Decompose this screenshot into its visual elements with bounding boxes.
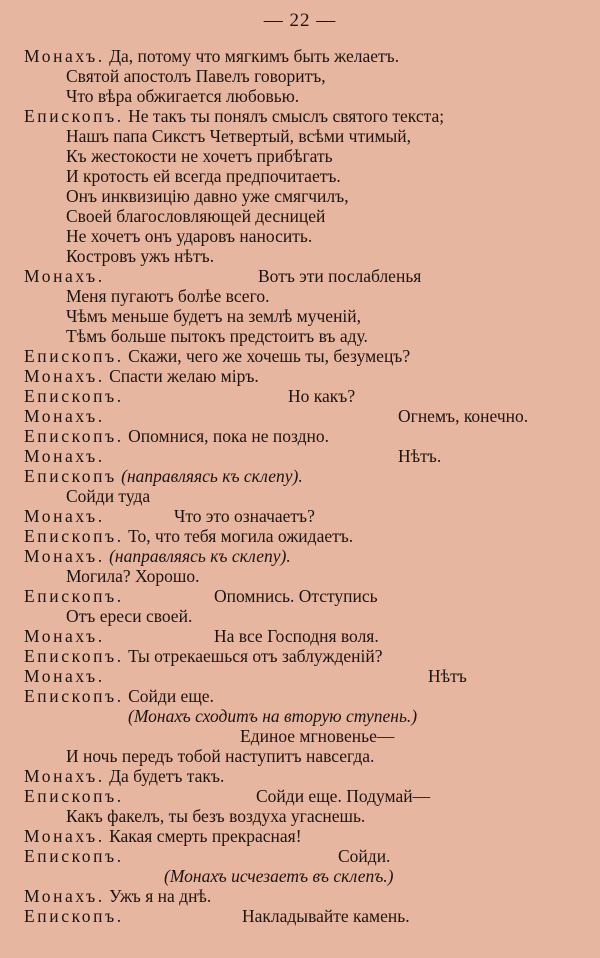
verse-line	[24, 366, 259, 386]
verse-line: И кротость ей всегда предпочитаетъ.	[66, 166, 341, 186]
verse-line: Чѣмъ меньше будетъ на землѣ мученій,	[66, 306, 362, 326]
speaker-name: Монахъ.	[24, 626, 105, 646]
verse-line: Могила? Хорошо.	[66, 566, 200, 586]
verse-line: Тѣмъ больше пытокъ предстоитъ въ аду.	[66, 326, 368, 346]
verse-line	[24, 686, 214, 706]
line-text: То, что тебя могила ожидаетъ.	[128, 526, 354, 546]
verse-line: Сойди туда	[66, 486, 151, 506]
verse-line: Къ жестокости не хочетъ прибѣгать	[66, 146, 333, 166]
speaker-name: Епископъ.	[24, 426, 124, 446]
line-text: Ужъ я на днѣ.	[109, 886, 212, 906]
speaker-name: Монахъ.	[24, 546, 105, 566]
verse-line	[24, 346, 410, 366]
speaker-name: Епископъ.	[24, 346, 124, 366]
line-text: Какая смерть прекрасная!	[109, 826, 302, 846]
verse-line: Не хочетъ онъ ударовъ наносить.	[66, 226, 313, 246]
verse-line	[24, 826, 302, 846]
line-text: Ты отрекаешься отъ заблужденій?	[128, 646, 383, 666]
verse-line: Что это означаетъ?	[174, 506, 315, 526]
line-text: Да будетъ такъ.	[109, 766, 225, 786]
line-text: Да, потому что мягкимъ быть желаетъ.	[109, 46, 400, 66]
speaker-name: Монахъ.	[24, 666, 105, 686]
verse-line: И ночь передъ тобой наступитъ навсегда.	[66, 746, 375, 766]
verse-line	[24, 526, 353, 546]
verse-line: Нѣтъ	[428, 666, 467, 686]
verse-line: Но какъ?	[288, 386, 356, 406]
verse-line: Огнемъ, конечно.	[398, 406, 529, 426]
speaker-name: Епископъ.	[24, 906, 124, 926]
stage-direction: (направляясь къ склепу).	[121, 466, 303, 486]
speaker-name: Монахъ.	[24, 366, 105, 386]
verse-line: Единое мгновенье—	[240, 726, 395, 746]
verse-line: Нашъ папа Сикстъ Четвертый, всѣми чтимый,	[66, 126, 412, 146]
verse-line: Накладывайте камень.	[242, 906, 410, 926]
speaker-name: Епископъ.	[24, 786, 124, 806]
stage-direction: (направляясь къ склепу).	[109, 546, 291, 566]
speaker-name: Епископъ.	[24, 846, 124, 866]
speaker-name: Епископъ.	[24, 646, 124, 666]
verse-line	[24, 466, 303, 486]
verse-line	[24, 886, 211, 906]
verse-line: Опомнись. Отступись	[214, 586, 378, 606]
speaker-name: Монахъ.	[24, 46, 105, 66]
line-text: Не такъ ты понялъ смыслъ святого текста;	[128, 106, 445, 126]
stage-direction: (Монахъ исчезаетъ въ склепъ.)	[164, 866, 394, 886]
verse-line: Сойди еще. Подумай—	[256, 786, 431, 806]
verse-line: Сойди.	[338, 846, 391, 866]
verse-line	[24, 766, 224, 786]
speaker-name: Монахъ.	[24, 886, 105, 906]
speaker-name: Монахъ.	[24, 826, 105, 846]
verse-line: Нѣтъ.	[398, 446, 442, 466]
stage-direction: (Монахъ сходитъ на вторую ступень.)	[128, 706, 418, 726]
verse-line: Отъ ереси своей.	[66, 606, 193, 626]
verse-line: Онъ инквизицію давно уже смягчилъ,	[66, 186, 349, 206]
speaker-name: Епископъ.	[24, 526, 124, 546]
verse-line: Какъ факелъ, ты безъ воздуха угаснешь.	[66, 806, 366, 826]
page-number: — 22 —	[263, 10, 337, 31]
verse-line: Своей благословляющей десницей	[66, 206, 326, 226]
line-text: Опомнися, пока не поздно.	[128, 426, 330, 446]
speaker-name: Епископъ.	[24, 386, 124, 406]
verse-line	[24, 646, 383, 666]
verse-line: Вотъ эти послабленья	[258, 266, 422, 286]
line-text: Спасти желаю міръ.	[109, 366, 259, 386]
verse-line: Святой апостолъ Павелъ говоритъ,	[66, 66, 326, 86]
line-text: Скажи, чего же хочешь ты, безумецъ?	[128, 346, 411, 366]
line-text: Сойди еще.	[128, 686, 214, 706]
speaker-name: Монахъ.	[24, 266, 105, 286]
verse-line: На все Господня воля.	[214, 626, 379, 646]
speaker-name: Монахъ.	[24, 766, 105, 786]
speaker-name: Монахъ.	[24, 406, 105, 426]
verse-line	[24, 46, 399, 66]
speaker-name: Монахъ.	[24, 506, 105, 526]
verse-line	[24, 426, 329, 446]
verse-line	[24, 106, 444, 126]
speaker-name: Монахъ.	[24, 446, 105, 466]
verse-line: Что вѣра обжигается любовью.	[66, 86, 300, 106]
verse-line: Костровъ ужъ нѣтъ.	[66, 246, 215, 266]
speaker-name: Епископъ	[24, 466, 117, 486]
speaker-name: Епископъ.	[24, 686, 124, 706]
speaker-name: Епископъ.	[24, 106, 124, 126]
speaker-name: Епископъ.	[24, 586, 124, 606]
verse-line: Меня пугаютъ болѣе всего.	[66, 286, 270, 306]
verse-line	[24, 546, 291, 566]
